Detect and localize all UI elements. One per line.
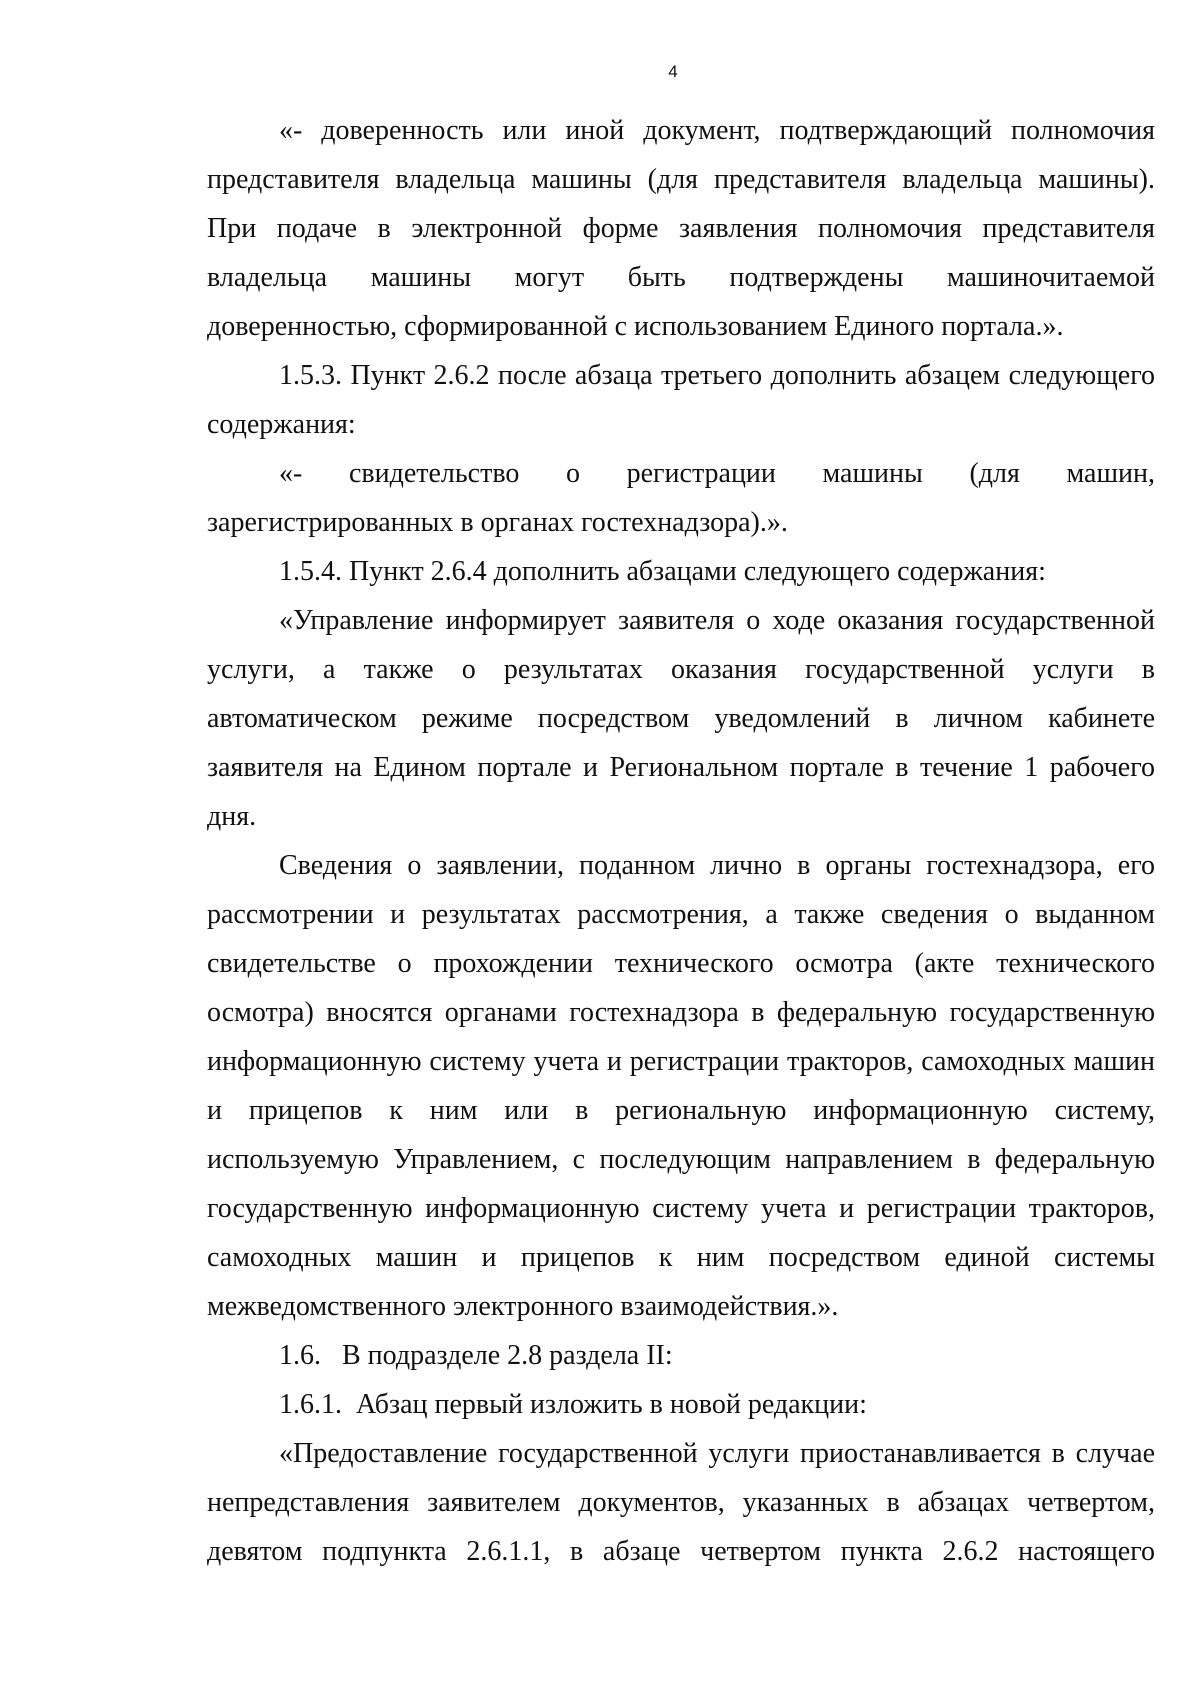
paragraph-registration-certificate: «- свидетельство о регистрации машины (для машин, зарегистрированных в органах гостехнадзора).». — [207, 458, 1155, 538]
document-body — [207, 106, 1155, 1576]
paragraph-1-5-4: 1.5.4. Пункт 2.6.4 дополнить абзацами следующего содержания: — [279, 556, 1046, 587]
paragraph-suspension: «Предоставление государственной услуги приостанавливается в случае непредставления заявителем документов, указанных в абзацах четвертом, девятом подпункта 2.6.1.1, в абзаце четвертом пункта 2.6.2 настоящего — [207, 1438, 1155, 1567]
paragraph-informing-applicant: «Управление информирует заявителя о ходе оказания государственной услуги, а также о результатах оказания государственной услуги в автоматическом режиме посредством уведомлений в личном кабинете заявителя на Едином портале и Региональном портале в течение 1 рабочего дня. — [207, 605, 1155, 832]
paragraph-1-6-1: 1.6.1. Абзац первый изложить в новой редакции: — [279, 1389, 867, 1420]
page-number: 4 — [668, 62, 678, 81]
paragraph-1-6: 1.6. В подразделе 2.8 раздела II: — [279, 1340, 673, 1371]
paragraph-power-of-attorney: «- доверенность или иной документ, подтверждающий полномочия представителя владельца машины (для представителя владельца машины). При подаче в электронной форме заявления полномочия представителя владельца машины могут быть подтверждены машиночитаемой доверенностью, сформированной с использованием Единого портала.». — [207, 115, 1155, 342]
paragraph-application-data: Сведения о заявлении, поданном лично в органы гостехнадзора, его рассмотрении и результатах рассмотрения, а также сведения о выданном свидетельстве о прохождении технического осмотра (акте технического осмотра) вносятся органами гостехнадзора в федеральную государственную информационную систему учета и регистрации тракторов, самоходных машин и прицепов к ним или в региональную информационную систему, используемую Управлением, с последующим направлением в федеральную государственную информационную систему учета и регистрации тракторов, самоходных машин и прицепов к ним посредством единой системы межведомственного электронного взаимодействия.». — [207, 850, 1155, 1322]
paragraph-1-5-3: 1.5.3. Пункт 2.6.2 после абзаца третьего дополнить абзацем следующего содержания: — [207, 360, 1155, 440]
